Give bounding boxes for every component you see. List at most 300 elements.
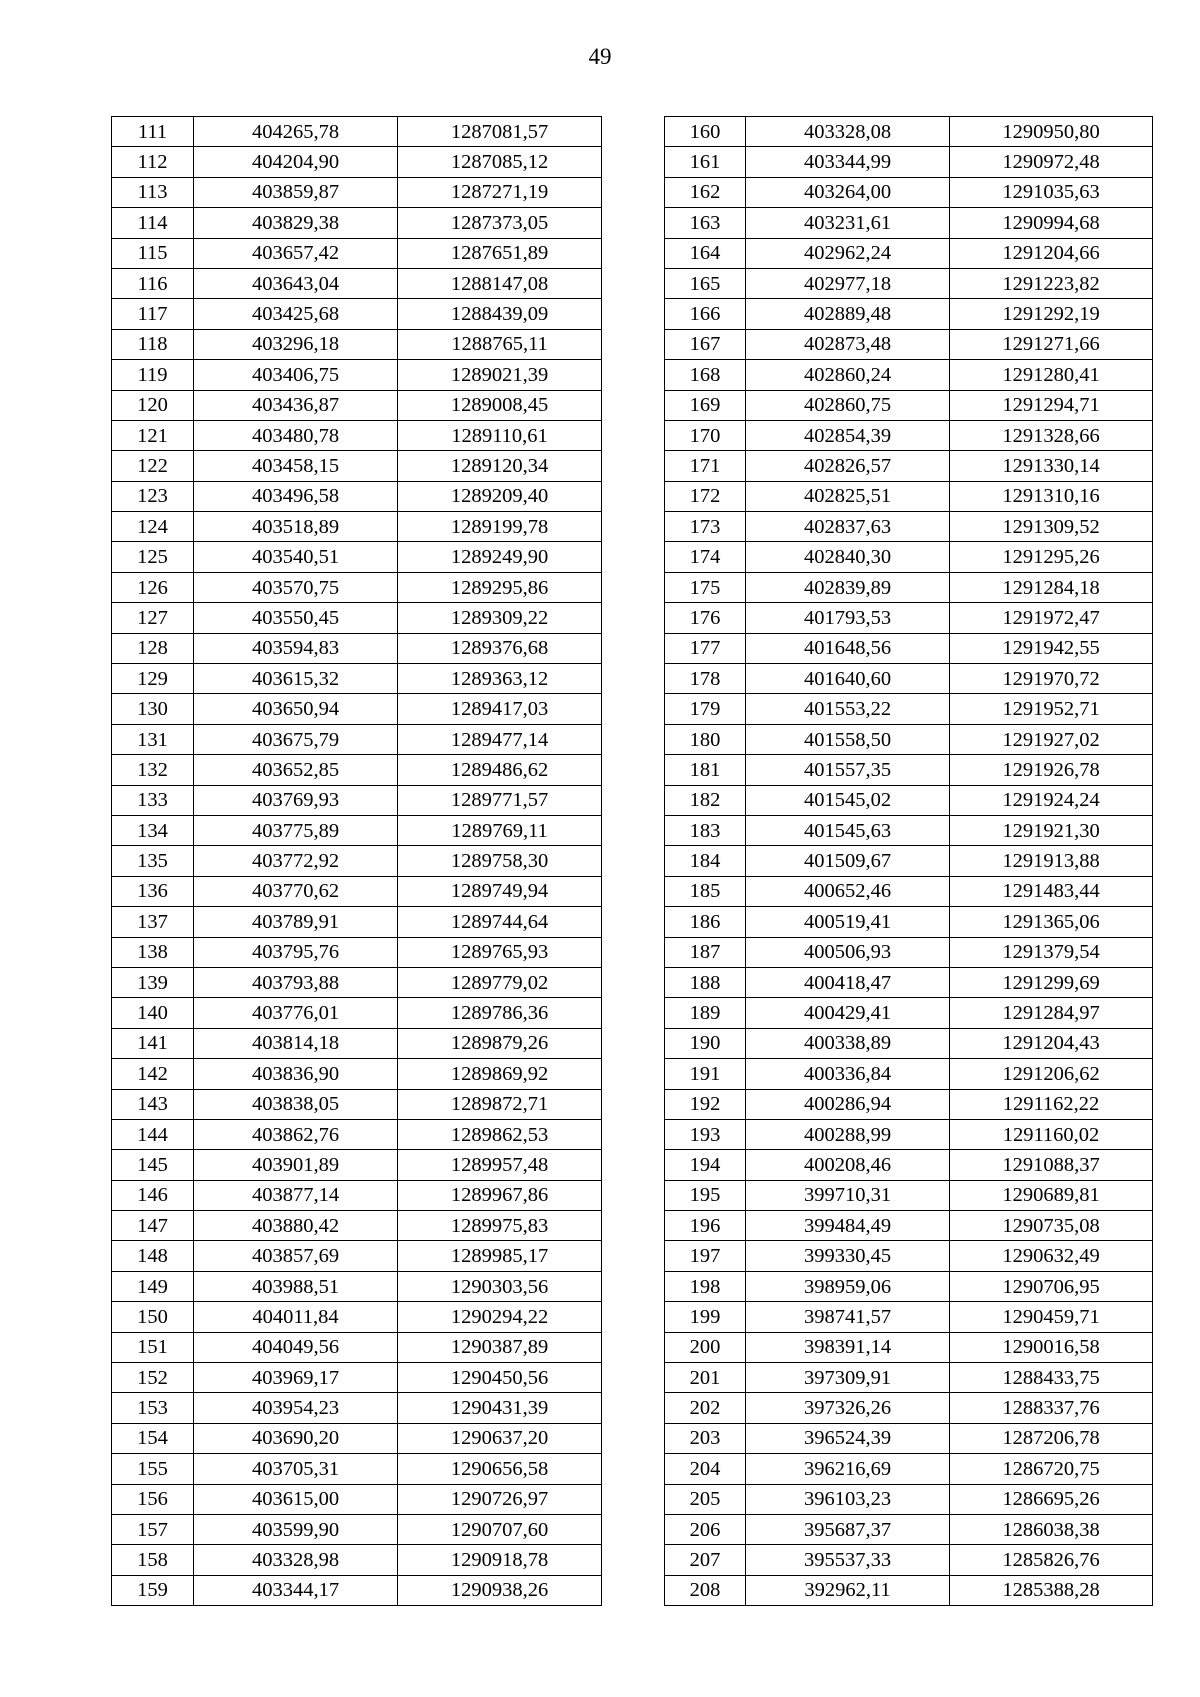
x-coordinate-cell: 395537,33 — [746, 1545, 950, 1575]
point-number-cell: 197 — [665, 1241, 746, 1271]
table-row — [112, 907, 602, 937]
y-coordinate-cell: 1290294,22 — [398, 1302, 602, 1332]
y-coordinate-cell: 1291271,66 — [950, 329, 1153, 359]
point-number-cell: 132 — [112, 755, 194, 785]
point-number-cell: 190 — [665, 1028, 746, 1058]
table-row — [112, 177, 602, 207]
y-coordinate-cell: 1291088,37 — [950, 1150, 1153, 1180]
table-row — [112, 1454, 602, 1484]
x-coordinate-cell: 398741,57 — [746, 1302, 950, 1332]
x-coordinate-cell: 403901,89 — [194, 1150, 398, 1180]
point-number-cell: 123 — [112, 481, 194, 511]
table-row — [112, 876, 602, 906]
y-coordinate-cell: 1289295,86 — [398, 572, 602, 602]
table-row — [112, 451, 602, 481]
table-row — [112, 1059, 602, 1089]
point-number-cell: 157 — [112, 1514, 194, 1544]
x-coordinate-cell: 400652,46 — [746, 876, 950, 906]
point-number-cell: 148 — [112, 1241, 194, 1271]
x-coordinate-cell: 401558,50 — [746, 724, 950, 754]
x-coordinate-cell: 402860,75 — [746, 390, 950, 420]
point-number-cell: 144 — [112, 1119, 194, 1149]
table-row — [112, 967, 602, 997]
table-row — [112, 390, 602, 420]
y-coordinate-cell: 1289985,17 — [398, 1241, 602, 1271]
x-coordinate-cell: 397309,91 — [746, 1363, 950, 1393]
point-number-cell: 154 — [112, 1423, 194, 1453]
x-coordinate-cell: 402977,18 — [746, 268, 950, 298]
y-coordinate-cell: 1289765,93 — [398, 937, 602, 967]
x-coordinate-cell: 403599,90 — [194, 1514, 398, 1544]
point-number-cell: 179 — [665, 694, 746, 724]
y-coordinate-cell: 1285388,28 — [950, 1575, 1153, 1605]
point-number-cell: 198 — [665, 1271, 746, 1301]
x-coordinate-cell: 400208,46 — [746, 1150, 950, 1180]
y-coordinate-cell: 1291204,43 — [950, 1028, 1153, 1058]
table-row — [665, 694, 1153, 724]
y-coordinate-cell: 1287271,19 — [398, 177, 602, 207]
y-coordinate-cell: 1291972,47 — [950, 603, 1153, 633]
table-row — [112, 268, 602, 298]
y-coordinate-cell: 1291310,16 — [950, 481, 1153, 511]
table-row — [665, 1423, 1153, 1453]
y-coordinate-cell: 1290735,08 — [950, 1211, 1153, 1241]
table-row — [112, 724, 602, 754]
y-coordinate-cell: 1290459,71 — [950, 1302, 1153, 1332]
y-coordinate-cell: 1290656,58 — [398, 1454, 602, 1484]
y-coordinate-cell: 1291294,71 — [950, 390, 1153, 420]
table-row — [112, 208, 602, 238]
point-number-cell: 176 — [665, 603, 746, 633]
x-coordinate-cell: 403859,87 — [194, 177, 398, 207]
point-number-cell: 192 — [665, 1089, 746, 1119]
y-coordinate-cell: 1291295,26 — [950, 542, 1153, 572]
table-row — [665, 664, 1153, 694]
x-coordinate-cell: 403328,98 — [194, 1545, 398, 1575]
x-coordinate-cell: 403650,94 — [194, 694, 398, 724]
point-number-cell: 122 — [112, 451, 194, 481]
point-number-cell: 202 — [665, 1393, 746, 1423]
y-coordinate-cell: 1291162,22 — [950, 1089, 1153, 1119]
y-coordinate-cell: 1289879,26 — [398, 1028, 602, 1058]
point-number-cell: 133 — [112, 785, 194, 815]
table-row — [665, 481, 1153, 511]
y-coordinate-cell: 1291223,82 — [950, 268, 1153, 298]
x-coordinate-cell: 399330,45 — [746, 1241, 950, 1271]
y-coordinate-cell: 1289477,14 — [398, 724, 602, 754]
table-row — [665, 329, 1153, 359]
table-row — [112, 1545, 602, 1575]
x-coordinate-cell: 401557,35 — [746, 755, 950, 785]
x-coordinate-cell: 398959,06 — [746, 1271, 950, 1301]
y-coordinate-cell: 1286038,38 — [950, 1514, 1153, 1544]
table-row — [665, 572, 1153, 602]
table-row — [112, 1241, 602, 1271]
y-coordinate-cell: 1291204,66 — [950, 238, 1153, 268]
y-coordinate-cell: 1286695,26 — [950, 1484, 1153, 1514]
point-number-cell: 130 — [112, 694, 194, 724]
table-row — [665, 785, 1153, 815]
table-row — [665, 1271, 1153, 1301]
x-coordinate-cell: 403496,58 — [194, 481, 398, 511]
y-coordinate-cell: 1291299,69 — [950, 967, 1153, 997]
y-coordinate-cell: 1289769,11 — [398, 815, 602, 845]
y-coordinate-cell: 1291970,72 — [950, 664, 1153, 694]
x-coordinate-cell: 403406,75 — [194, 360, 398, 390]
table-row — [665, 907, 1153, 937]
table-row — [665, 299, 1153, 329]
y-coordinate-cell: 1286720,75 — [950, 1454, 1153, 1484]
point-number-cell: 194 — [665, 1150, 746, 1180]
y-coordinate-cell: 1287206,78 — [950, 1423, 1153, 1453]
coordinates-table-body — [112, 117, 602, 1606]
x-coordinate-cell: 403829,38 — [194, 208, 398, 238]
x-coordinate-cell: 403615,00 — [194, 1484, 398, 1514]
coordinates-table-left — [111, 116, 602, 1606]
x-coordinate-cell: 403690,20 — [194, 1423, 398, 1453]
point-number-cell: 173 — [665, 512, 746, 542]
y-coordinate-cell: 1291921,30 — [950, 815, 1153, 845]
point-number-cell: 127 — [112, 603, 194, 633]
table-row — [112, 815, 602, 845]
y-coordinate-cell: 1291330,14 — [950, 451, 1153, 481]
x-coordinate-cell: 404049,56 — [194, 1332, 398, 1362]
point-number-cell: 180 — [665, 724, 746, 754]
y-coordinate-cell: 1289249,90 — [398, 542, 602, 572]
x-coordinate-cell: 403769,93 — [194, 785, 398, 815]
y-coordinate-cell: 1289779,02 — [398, 967, 602, 997]
point-number-cell: 171 — [665, 451, 746, 481]
y-coordinate-cell: 1287085,12 — [398, 147, 602, 177]
x-coordinate-cell: 403615,32 — [194, 664, 398, 694]
x-coordinate-cell: 403862,76 — [194, 1119, 398, 1149]
x-coordinate-cell: 401648,56 — [746, 633, 950, 663]
table-row — [665, 208, 1153, 238]
point-number-cell: 149 — [112, 1271, 194, 1301]
x-coordinate-cell: 403776,01 — [194, 998, 398, 1028]
x-coordinate-cell: 403969,17 — [194, 1363, 398, 1393]
table-row — [112, 846, 602, 876]
y-coordinate-cell: 1289862,53 — [398, 1119, 602, 1149]
table-row — [112, 1150, 602, 1180]
table-row — [112, 147, 602, 177]
table-row — [665, 1575, 1153, 1605]
x-coordinate-cell: 396216,69 — [746, 1454, 950, 1484]
table-row — [112, 360, 602, 390]
point-number-cell: 182 — [665, 785, 746, 815]
table-row — [112, 694, 602, 724]
y-coordinate-cell: 1291952,71 — [950, 694, 1153, 724]
table-row — [665, 238, 1153, 268]
y-coordinate-cell: 1290918,78 — [398, 1545, 602, 1575]
table-row — [112, 1271, 602, 1301]
table-row — [665, 1119, 1153, 1149]
x-coordinate-cell: 403705,31 — [194, 1454, 398, 1484]
table-row — [665, 1150, 1153, 1180]
point-number-cell: 153 — [112, 1393, 194, 1423]
y-coordinate-cell: 1289376,68 — [398, 633, 602, 663]
table-row — [665, 1028, 1153, 1058]
x-coordinate-cell: 403770,62 — [194, 876, 398, 906]
x-coordinate-cell: 403296,18 — [194, 329, 398, 359]
table-row — [112, 572, 602, 602]
point-number-cell: 152 — [112, 1363, 194, 1393]
table-row — [112, 1302, 602, 1332]
table-row — [665, 1059, 1153, 1089]
table-row — [112, 1119, 602, 1149]
table-row — [112, 1393, 602, 1423]
x-coordinate-cell: 399710,31 — [746, 1180, 950, 1210]
y-coordinate-cell: 1288439,09 — [398, 299, 602, 329]
point-number-cell: 114 — [112, 208, 194, 238]
x-coordinate-cell: 402860,24 — [746, 360, 950, 390]
table-row — [665, 603, 1153, 633]
point-number-cell: 189 — [665, 998, 746, 1028]
y-coordinate-cell: 1289486,62 — [398, 755, 602, 785]
y-coordinate-cell: 1289209,40 — [398, 481, 602, 511]
x-coordinate-cell: 403328,08 — [746, 117, 950, 147]
x-coordinate-cell: 403458,15 — [194, 451, 398, 481]
y-coordinate-cell: 1289008,45 — [398, 390, 602, 420]
point-number-cell: 128 — [112, 633, 194, 663]
table-row — [665, 390, 1153, 420]
point-number-cell: 112 — [112, 147, 194, 177]
x-coordinate-cell: 400338,89 — [746, 1028, 950, 1058]
point-number-cell: 159 — [112, 1575, 194, 1605]
table-row — [665, 451, 1153, 481]
y-coordinate-cell: 1288337,76 — [950, 1393, 1153, 1423]
x-coordinate-cell: 403570,75 — [194, 572, 398, 602]
table-row — [112, 1028, 602, 1058]
x-coordinate-cell: 401545,63 — [746, 815, 950, 845]
y-coordinate-cell: 1290938,26 — [398, 1575, 602, 1605]
x-coordinate-cell: 401793,53 — [746, 603, 950, 633]
table-row — [665, 420, 1153, 450]
point-number-cell: 145 — [112, 1150, 194, 1180]
table-row — [112, 1575, 602, 1605]
point-number-cell: 201 — [665, 1363, 746, 1393]
point-number-cell: 111 — [112, 117, 194, 147]
x-coordinate-cell: 403594,83 — [194, 633, 398, 663]
table-row — [665, 1211, 1153, 1241]
table-row — [112, 1332, 602, 1362]
point-number-cell: 113 — [112, 177, 194, 207]
y-coordinate-cell: 1287651,89 — [398, 238, 602, 268]
x-coordinate-cell: 402839,89 — [746, 572, 950, 602]
x-coordinate-cell: 403344,17 — [194, 1575, 398, 1605]
table-row — [112, 998, 602, 1028]
table-row — [665, 998, 1153, 1028]
point-number-cell: 142 — [112, 1059, 194, 1089]
table-row — [665, 1180, 1153, 1210]
y-coordinate-cell: 1291284,18 — [950, 572, 1153, 602]
point-number-cell: 206 — [665, 1514, 746, 1544]
table-row — [112, 542, 602, 572]
y-coordinate-cell: 1289975,83 — [398, 1211, 602, 1241]
table-row — [112, 664, 602, 694]
point-number-cell: 150 — [112, 1302, 194, 1332]
x-coordinate-cell: 400418,47 — [746, 967, 950, 997]
y-coordinate-cell: 1289021,39 — [398, 360, 602, 390]
table-row — [112, 1423, 602, 1453]
x-coordinate-cell: 403231,61 — [746, 208, 950, 238]
x-coordinate-cell: 403814,18 — [194, 1028, 398, 1058]
x-coordinate-cell: 395687,37 — [746, 1514, 950, 1544]
y-coordinate-cell: 1287373,05 — [398, 208, 602, 238]
table-row — [665, 1241, 1153, 1271]
x-coordinate-cell: 403675,79 — [194, 724, 398, 754]
y-coordinate-cell: 1291292,19 — [950, 299, 1153, 329]
x-coordinate-cell: 402840,30 — [746, 542, 950, 572]
table-row — [665, 1302, 1153, 1332]
x-coordinate-cell: 403540,51 — [194, 542, 398, 572]
y-coordinate-cell: 1287081,57 — [398, 117, 602, 147]
x-coordinate-cell: 403836,90 — [194, 1059, 398, 1089]
point-number-cell: 141 — [112, 1028, 194, 1058]
point-number-cell: 187 — [665, 937, 746, 967]
x-coordinate-cell: 402837,63 — [746, 512, 950, 542]
x-coordinate-cell: 400506,93 — [746, 937, 950, 967]
table-row — [665, 1393, 1153, 1423]
table-row — [112, 481, 602, 511]
table-row — [665, 1363, 1153, 1393]
y-coordinate-cell: 1290637,20 — [398, 1423, 602, 1453]
table-row — [112, 785, 602, 815]
x-coordinate-cell: 401553,22 — [746, 694, 950, 724]
y-coordinate-cell: 1290689,81 — [950, 1180, 1153, 1210]
x-coordinate-cell: 403436,87 — [194, 390, 398, 420]
point-number-cell: 161 — [665, 147, 746, 177]
table-row — [112, 1089, 602, 1119]
x-coordinate-cell: 396524,39 — [746, 1423, 950, 1453]
x-coordinate-cell: 397326,26 — [746, 1393, 950, 1423]
point-number-cell: 174 — [665, 542, 746, 572]
y-coordinate-cell: 1291927,02 — [950, 724, 1153, 754]
y-coordinate-cell: 1291483,44 — [950, 876, 1153, 906]
point-number-cell: 165 — [665, 268, 746, 298]
x-coordinate-cell: 403793,88 — [194, 967, 398, 997]
x-coordinate-cell: 403838,05 — [194, 1089, 398, 1119]
x-coordinate-cell: 403264,00 — [746, 177, 950, 207]
x-coordinate-cell: 403550,45 — [194, 603, 398, 633]
y-coordinate-cell: 1289309,22 — [398, 603, 602, 633]
point-number-cell: 163 — [665, 208, 746, 238]
y-coordinate-cell: 1288433,75 — [950, 1363, 1153, 1393]
point-number-cell: 167 — [665, 329, 746, 359]
point-number-cell: 196 — [665, 1211, 746, 1241]
point-number-cell: 188 — [665, 967, 746, 997]
point-number-cell: 185 — [665, 876, 746, 906]
x-coordinate-cell: 401545,02 — [746, 785, 950, 815]
point-number-cell: 160 — [665, 117, 746, 147]
table-row — [112, 512, 602, 542]
y-coordinate-cell: 1289417,03 — [398, 694, 602, 724]
x-coordinate-cell: 400336,84 — [746, 1059, 950, 1089]
point-number-cell: 186 — [665, 907, 746, 937]
x-coordinate-cell: 401509,67 — [746, 846, 950, 876]
table-row — [112, 1180, 602, 1210]
point-number-cell: 207 — [665, 1545, 746, 1575]
point-number-cell: 129 — [112, 664, 194, 694]
y-coordinate-cell: 1289744,64 — [398, 907, 602, 937]
x-coordinate-cell: 402825,51 — [746, 481, 950, 511]
point-number-cell: 193 — [665, 1119, 746, 1149]
point-number-cell: 184 — [665, 846, 746, 876]
point-number-cell: 156 — [112, 1484, 194, 1514]
coordinates-table-right — [664, 116, 1153, 1606]
point-number-cell: 195 — [665, 1180, 746, 1210]
table-row — [665, 1484, 1153, 1514]
y-coordinate-cell: 1291365,06 — [950, 907, 1153, 937]
table-row — [112, 1484, 602, 1514]
y-coordinate-cell: 1291309,52 — [950, 512, 1153, 542]
point-number-cell: 151 — [112, 1332, 194, 1362]
y-coordinate-cell: 1290387,89 — [398, 1332, 602, 1362]
x-coordinate-cell: 400286,94 — [746, 1089, 950, 1119]
point-number-cell: 121 — [112, 420, 194, 450]
y-coordinate-cell: 1290016,58 — [950, 1332, 1153, 1362]
point-number-cell: 143 — [112, 1089, 194, 1119]
y-coordinate-cell: 1289110,61 — [398, 420, 602, 450]
x-coordinate-cell: 403857,69 — [194, 1241, 398, 1271]
x-coordinate-cell: 400288,99 — [746, 1119, 950, 1149]
y-coordinate-cell: 1290450,56 — [398, 1363, 602, 1393]
point-number-cell: 135 — [112, 846, 194, 876]
x-coordinate-cell: 404204,90 — [194, 147, 398, 177]
table-row — [665, 1514, 1153, 1544]
table-row — [665, 147, 1153, 177]
x-coordinate-cell: 402962,24 — [746, 238, 950, 268]
x-coordinate-cell: 396103,23 — [746, 1484, 950, 1514]
x-coordinate-cell: 403344,99 — [746, 147, 950, 177]
point-number-cell: 183 — [665, 815, 746, 845]
y-coordinate-cell: 1291942,55 — [950, 633, 1153, 663]
point-number-cell: 137 — [112, 907, 194, 937]
y-coordinate-cell: 1288147,08 — [398, 268, 602, 298]
y-coordinate-cell: 1290706,95 — [950, 1271, 1153, 1301]
y-coordinate-cell: 1290726,97 — [398, 1484, 602, 1514]
x-coordinate-cell: 403877,14 — [194, 1180, 398, 1210]
point-number-cell: 170 — [665, 420, 746, 450]
y-coordinate-cell: 1289120,34 — [398, 451, 602, 481]
table-row — [112, 117, 602, 147]
point-number-cell: 178 — [665, 664, 746, 694]
table-row — [112, 633, 602, 663]
table-row — [665, 268, 1153, 298]
y-coordinate-cell: 1285826,76 — [950, 1545, 1153, 1575]
x-coordinate-cell: 392962,11 — [746, 1575, 950, 1605]
x-coordinate-cell: 403772,92 — [194, 846, 398, 876]
y-coordinate-cell: 1289758,30 — [398, 846, 602, 876]
point-number-cell: 138 — [112, 937, 194, 967]
x-coordinate-cell: 403643,04 — [194, 268, 398, 298]
x-coordinate-cell: 403988,51 — [194, 1271, 398, 1301]
table-row — [665, 360, 1153, 390]
y-coordinate-cell: 1291280,41 — [950, 360, 1153, 390]
point-number-cell: 147 — [112, 1211, 194, 1241]
table-row — [665, 542, 1153, 572]
point-number-cell: 158 — [112, 1545, 194, 1575]
table-row — [665, 1089, 1153, 1119]
point-number-cell: 118 — [112, 329, 194, 359]
y-coordinate-cell: 1289786,36 — [398, 998, 602, 1028]
point-number-cell: 131 — [112, 724, 194, 754]
y-coordinate-cell: 1290707,60 — [398, 1514, 602, 1544]
coordinates-table-body — [665, 117, 1153, 1606]
y-coordinate-cell: 1290972,48 — [950, 147, 1153, 177]
point-number-cell: 155 — [112, 1454, 194, 1484]
table-row — [665, 1454, 1153, 1484]
